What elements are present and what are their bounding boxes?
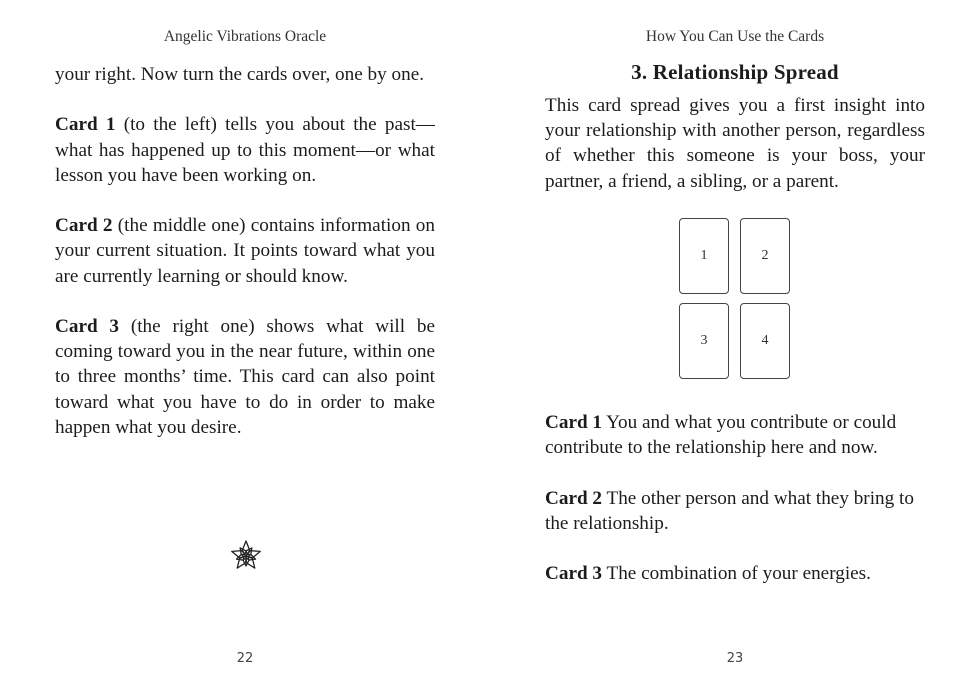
card1-paragraph [55,112,435,188]
right-card1-label: Card 1 [545,412,603,433]
right-page [490,0,980,700]
card1-label: Card 1 [55,114,116,136]
relationship-spread-diagram [679,218,791,380]
right-card1-paragraph [545,410,925,460]
spread-card-3: 3 [679,303,729,379]
card2-paragraph [55,213,435,289]
right-card2-label: Card 2 [545,487,603,509]
right-card2-paragraph [545,486,925,536]
left-running-head: Angelic Vibrations Oracle [163,28,327,45]
right-card3-paragraph [545,561,925,586]
right-card2-text: The other person and what they bring to the relationship. [545,487,914,534]
continuation-paragraph: your right. Now turn the cards over, one by one. [55,64,425,85]
card1-text: (to the left) tells you about the past—what has happened up to this moment—or what lesson you have been working on. [55,114,435,186]
right-card1-text: You and what you contribute or could contribute to the relationship here and now. [545,412,897,459]
left-body-text [55,62,435,465]
right-card3-label: Card 3 [545,563,603,585]
right-running-head: How You Can Use the Cards [645,28,825,45]
card3-paragraph [55,314,435,440]
card3-text: (the right one) shows what will be coming toward you in the near future, within one to three months’ time. This card can also point toward what you have to do in order to make happen what you desire. [55,315,435,438]
left-page-number: 22 [236,651,254,666]
card3-label: Card 3 [55,315,120,337]
star-flower-ornament-icon [228,538,264,574]
intro-paragraph: This card spread gives you a first insight into your relationship with another person, regardless of whether this someone is your boss, your partner, a friend, a sibling, or a parent. [545,95,925,192]
section-title: 3. Relationship Spread [631,60,839,84]
spread-card-2: 2 [740,218,790,294]
card2-label: Card 2 [55,215,113,237]
spread-card-4: 4 [740,303,790,379]
right-page-number: 23 [726,651,744,666]
right-card3-text: The combination of your energies. [602,563,871,585]
right-card-descriptions [545,410,925,612]
card2-text: (the middle one) contains information on your current situation. It points toward what you are currently learning or should know. [55,215,435,287]
spread-card-1: 1 [679,218,729,294]
